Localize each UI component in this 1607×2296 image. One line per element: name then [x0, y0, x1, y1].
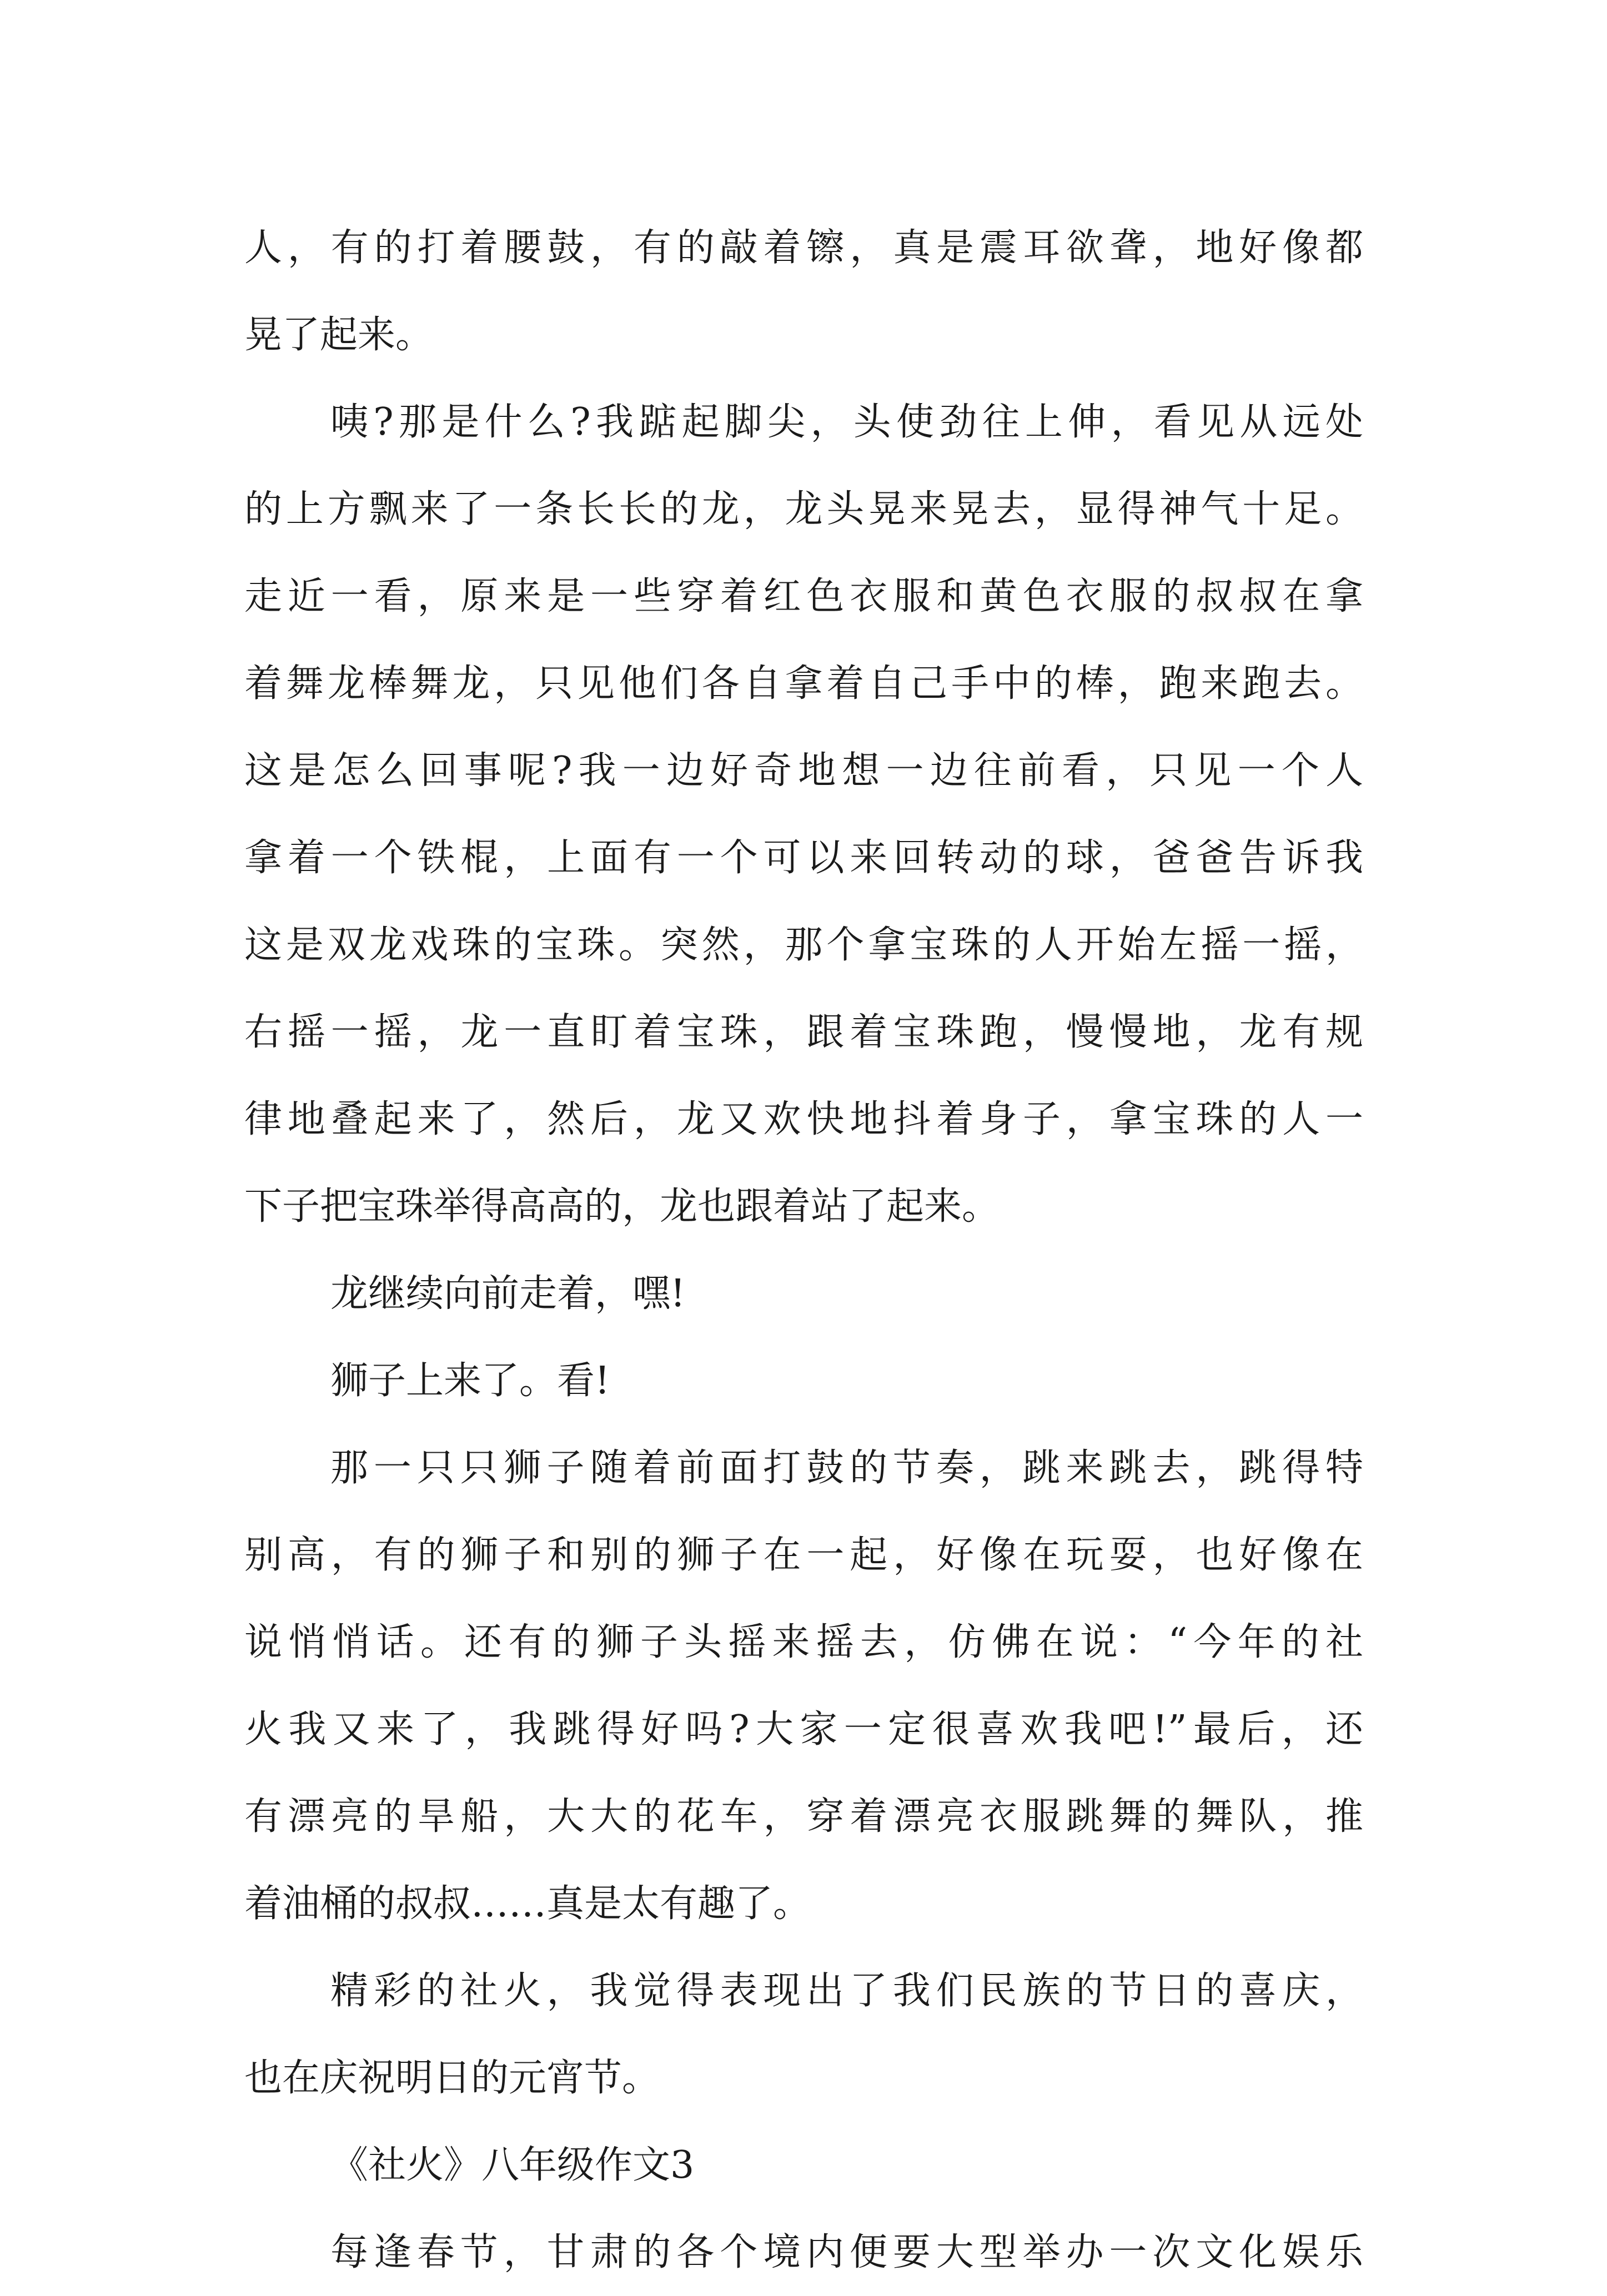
- article-body: [244, 204, 1363, 2296]
- text-line: 着油桶的叔叔……真是太有趣了。: [244, 1882, 811, 1926]
- text-line: 晃了起来。: [244, 313, 434, 357]
- text-line: 也在庆祝明日的元宵节。: [244, 2056, 660, 2100]
- text-line: 下子把宝珠举得高高的，龙也跟着站了起来。: [244, 1185, 1000, 1228]
- paragraph-start-line: 那一只只狮子随着前面打鼓的节奏，跳来跳去，跳得特: [330, 1446, 1363, 1490]
- text-line: 火我又来了，我跳得好吗?大家一定很喜欢我吧!”最后，还: [244, 1708, 1363, 1751]
- paragraph-start-line: 精彩的社火，我觉得表现出了我们民族的节日的喜庆，: [330, 1969, 1363, 2013]
- text-line: 人，有的打着腰鼓，有的敲着镲，真是震耳欲聋，地好像都: [244, 226, 1363, 270]
- text-line: 这是双龙戏珠的宝珠。突然，那个拿宝珠的人开始左摇一摇，: [244, 923, 1363, 967]
- paragraph-start-line: 咦?那是什么?我踮起脚尖，头使劲往上伸，看见从远处: [330, 400, 1363, 444]
- section-heading: 《社火》八年级作文3: [330, 2143, 695, 2187]
- text-line: 拿着一个铁棍，上面有一个可以来回转动的球，爸爸告诉我: [244, 836, 1363, 880]
- paragraph-start-line: 每逢春节，甘肃的各个境内便要大型举办一次文化娱乐: [330, 2230, 1363, 2274]
- text-line: 律地叠起来了，然后，龙又欢快地抖着身子，拿宝珠的人一: [244, 1097, 1363, 1141]
- text-line: 这是怎么回事呢?我一边好奇地想一边往前看，只见一个人: [244, 749, 1363, 793]
- paragraph-start-line: 狮子上来了。看!: [330, 1359, 610, 1403]
- text-line: 走近一看，原来是一些穿着红色衣服和黄色衣服的叔叔在拿: [244, 575, 1363, 618]
- text-line: 别高，有的狮子和别的狮子在一起，好像在玩耍，也好像在: [244, 1533, 1363, 1577]
- text-line: 说悄悄话。还有的狮子头摇来摇去，仿佛在说：“今年的社: [244, 1620, 1363, 1664]
- text-line: 的上方飘来了一条长长的龙，龙头晃来晃去，显得神气十足。: [244, 487, 1363, 531]
- paragraph-start-line: 龙继续向前走着，嘿!: [330, 1272, 686, 1316]
- text-line: 着舞龙棒舞龙，只见他们各自拿着自己手中的棒，跑来跑去。: [244, 662, 1363, 706]
- text-line: 右摇一摇，龙一直盯着宝珠，跟着宝珠跑，慢慢地，龙有规: [244, 1010, 1363, 1054]
- text-line: 有漂亮的旱船，大大的花车，穿着漂亮衣服跳舞的舞队，推: [244, 1795, 1363, 1839]
